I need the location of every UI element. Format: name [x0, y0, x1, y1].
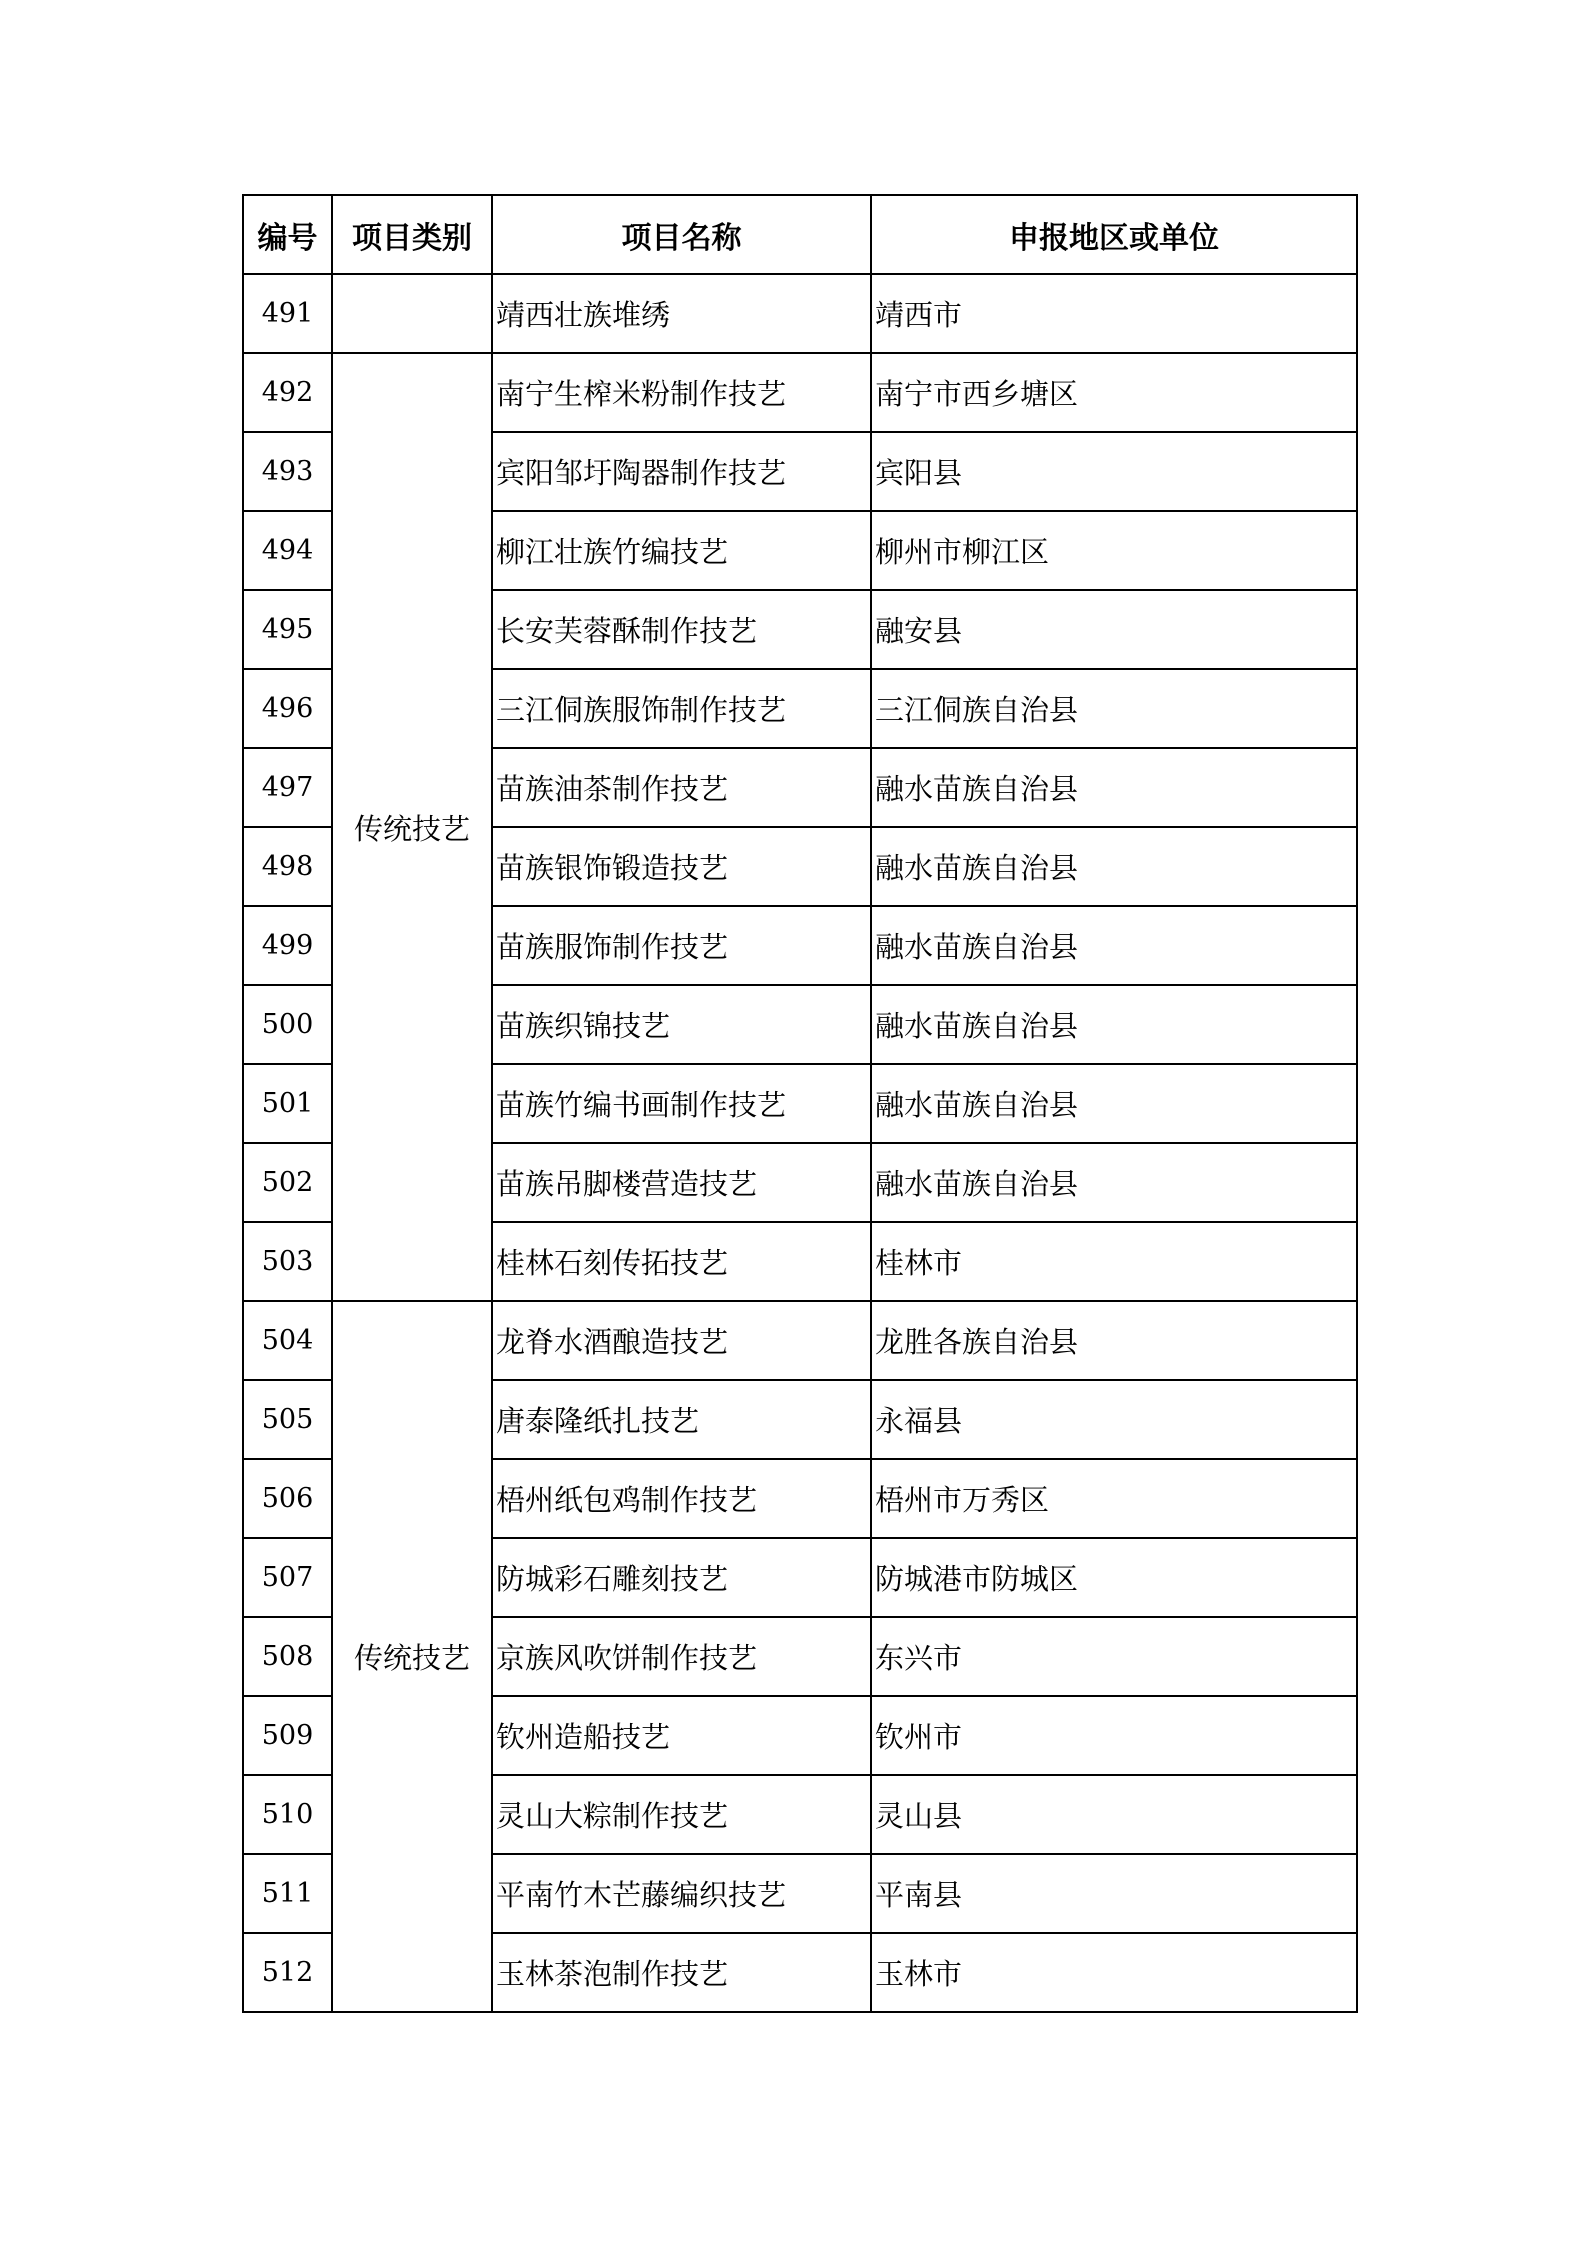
row-region: 永福县 — [871, 1380, 1357, 1459]
row-region: 融安县 — [871, 590, 1357, 669]
header-id: 编号 — [243, 195, 332, 274]
header-category: 项目类别 — [332, 195, 492, 274]
row-region: 玉林市 — [871, 1933, 1357, 2012]
row-region: 融水苗族自治县 — [871, 1064, 1357, 1143]
row-project-name: 平南竹木芒藤编织技艺 — [492, 1854, 871, 1933]
row-region: 平南县 — [871, 1854, 1357, 1933]
row-id: 491 — [243, 274, 332, 353]
row-region: 东兴市 — [871, 1617, 1357, 1696]
row-id: 495 — [243, 590, 332, 669]
row-region: 南宁市西乡塘区 — [871, 353, 1357, 432]
row-id: 494 — [243, 511, 332, 590]
row-project-name: 三江侗族服饰制作技艺 — [492, 669, 871, 748]
row-project-name: 苗族服饰制作技艺 — [492, 906, 871, 985]
row-project-name: 苗族织锦技艺 — [492, 985, 871, 1064]
row-id: 497 — [243, 748, 332, 827]
row-project-name: 梧州纸包鸡制作技艺 — [492, 1459, 871, 1538]
row-project-name: 苗族竹编书画制作技艺 — [492, 1064, 871, 1143]
row-region: 三江侗族自治县 — [871, 669, 1357, 748]
row-id: 493 — [243, 432, 332, 511]
row-category — [332, 274, 492, 353]
row-id: 499 — [243, 906, 332, 985]
row-project-name: 苗族银饰锻造技艺 — [492, 827, 871, 906]
row-id: 511 — [243, 1854, 332, 1933]
row-region: 桂林市 — [871, 1222, 1357, 1301]
header-row — [243, 195, 1357, 274]
row-project-name: 龙脊水酒酿造技艺 — [492, 1301, 871, 1380]
row-id: 505 — [243, 1380, 332, 1459]
row-project-name: 玉林茶泡制作技艺 — [492, 1933, 871, 2012]
row-id: 496 — [243, 669, 332, 748]
row-region: 钦州市 — [871, 1696, 1357, 1775]
row-project-name: 苗族油茶制作技艺 — [492, 748, 871, 827]
row-id: 501 — [243, 1064, 332, 1143]
row-region: 梧州市万秀区 — [871, 1459, 1357, 1538]
row-project-name: 唐泰隆纸扎技艺 — [492, 1380, 871, 1459]
row-id: 500 — [243, 985, 332, 1064]
row-project-name: 防城彩石雕刻技艺 — [492, 1538, 871, 1617]
row-region: 融水苗族自治县 — [871, 1143, 1357, 1222]
row-project-name: 靖西壮族堆绣 — [492, 274, 871, 353]
row-id: 512 — [243, 1933, 332, 2012]
row-project-name: 宾阳邹圩陶器制作技艺 — [492, 432, 871, 511]
row-project-name: 苗族吊脚楼营造技艺 — [492, 1143, 871, 1222]
row-id: 506 — [243, 1459, 332, 1538]
row-region: 灵山县 — [871, 1775, 1357, 1854]
row-project-name: 南宁生榨米粉制作技艺 — [492, 353, 871, 432]
row-category: 传统技艺 — [332, 1301, 492, 2012]
row-id: 498 — [243, 827, 332, 906]
table-row — [243, 353, 1357, 432]
row-region: 融水苗族自治县 — [871, 748, 1357, 827]
header-project-name: 项目名称 — [492, 195, 871, 274]
row-id: 504 — [243, 1301, 332, 1380]
row-project-name: 长安芙蓉酥制作技艺 — [492, 590, 871, 669]
heritage-table — [242, 194, 1358, 2013]
row-project-name: 钦州造船技艺 — [492, 1696, 871, 1775]
row-region: 靖西市 — [871, 274, 1357, 353]
row-id: 507 — [243, 1538, 332, 1617]
row-project-name: 柳江壮族竹编技艺 — [492, 511, 871, 590]
table-row — [243, 1301, 1357, 1380]
row-id: 510 — [243, 1775, 332, 1854]
table-body — [243, 274, 1357, 2012]
table-row — [243, 274, 1357, 353]
row-project-name: 灵山大粽制作技艺 — [492, 1775, 871, 1854]
row-region: 宾阳县 — [871, 432, 1357, 511]
row-region: 防城港市防城区 — [871, 1538, 1357, 1617]
row-region: 龙胜各族自治县 — [871, 1301, 1357, 1380]
row-id: 502 — [243, 1143, 332, 1222]
row-region: 融水苗族自治县 — [871, 906, 1357, 985]
row-project-name: 京族风吹饼制作技艺 — [492, 1617, 871, 1696]
row-region: 融水苗族自治县 — [871, 985, 1357, 1064]
row-id: 503 — [243, 1222, 332, 1301]
row-id: 492 — [243, 353, 332, 432]
header-region: 申报地区或单位 — [871, 195, 1357, 274]
row-region: 融水苗族自治县 — [871, 827, 1357, 906]
row-project-name: 桂林石刻传拓技艺 — [492, 1222, 871, 1301]
row-id: 509 — [243, 1696, 332, 1775]
row-id: 508 — [243, 1617, 332, 1696]
row-category: 传统技艺 — [332, 353, 492, 1301]
row-region: 柳州市柳江区 — [871, 511, 1357, 590]
